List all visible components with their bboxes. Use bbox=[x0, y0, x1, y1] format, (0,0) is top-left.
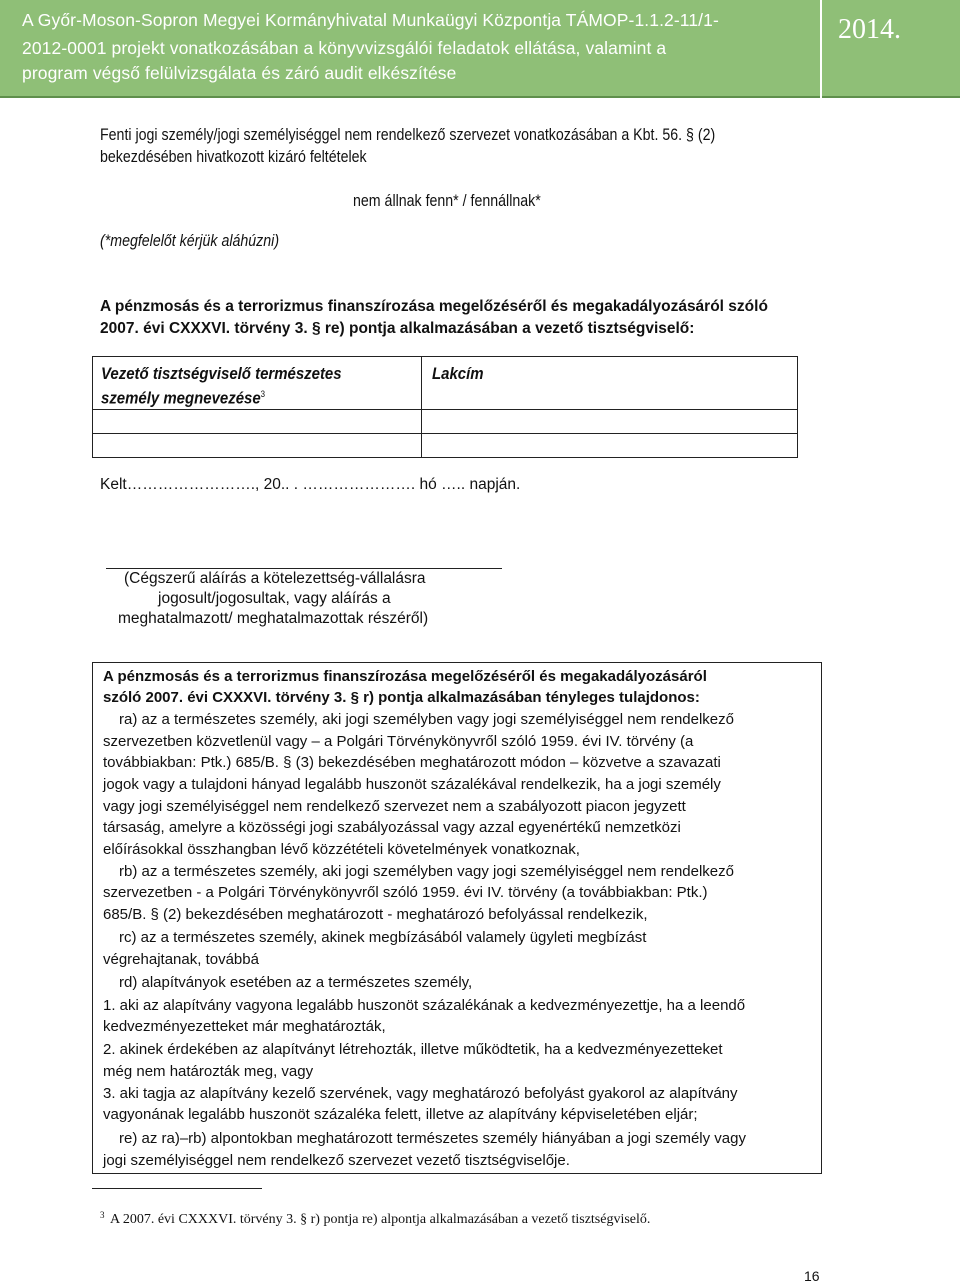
box-line: 685/B. § (2) bekezdésében meghatározott - meghatározó befolyással rendelkezik, bbox=[103, 906, 648, 923]
box-line: kedvezményezetteket már meghatározták, bbox=[103, 1018, 386, 1035]
header-title-band bbox=[0, 0, 820, 98]
box-line: még nem határozták meg, vagy bbox=[103, 1063, 314, 1080]
box-line: jogok vagy a tulajdoni hányad legalább huszonöt százalékával rendelkezik, ha a jogi személy bbox=[103, 776, 721, 793]
box-line: rc) az a természetes személy, akinek megbízásából valamely ügyleti megbízást bbox=[119, 929, 647, 946]
box-line: A pénzmosás és a terrorizmus finanszírozása megelőzéséről és megakadályozásáról bbox=[103, 668, 707, 685]
leader-name-header bbox=[93, 357, 422, 410]
box-line: rb) az a természetes személy, aki jogi személyben vagy jogi személyiséggel nem rendelkező bbox=[119, 863, 734, 880]
header-year-band bbox=[822, 0, 960, 98]
box-line: továbbiakban: Ptk.) 685/B. § (3) bekezdésében meghatározott módon – közvetve a szavazati bbox=[103, 754, 721, 771]
box-line: 1. aki az alapítvány vagyona legalább huszonöt százalékának a kedvezményezettje, ha a leendő bbox=[103, 997, 746, 1014]
signature-caption-1: (Cégszerű aláírás a kötelezettség-vállalásra bbox=[124, 570, 426, 587]
box-line: 2. akinek érdekében az alapítványt létrehozták, illetve működtetik, ha a kedvezményezetteket bbox=[103, 1041, 723, 1058]
page-header bbox=[0, 0, 960, 100]
box-line: szóló 2007. évi CXXXVI. törvény 3. § r) pontja alkalmazásában tényleges tulajdonos: bbox=[103, 689, 700, 706]
header-title-line-3: program végső felülvizsgálata és záró audit elkészítése bbox=[22, 63, 457, 83]
leader-name-cell[interactable] bbox=[93, 409, 422, 433]
box-line: jogi személyiséggel nem rendelkező szervezet vezető tisztségviselője. bbox=[103, 1152, 570, 1169]
leader-name-cell[interactable] bbox=[93, 433, 422, 457]
beneficial-owner-box bbox=[92, 662, 822, 1174]
box-line: rd) alapítványok esetében az a természetes személy, bbox=[119, 974, 473, 991]
leader-name-header-line-2: személy megnevezése bbox=[101, 388, 261, 408]
box-line: 3. aki tagja az alapítvány kezelő szervének, vagy meghatározó befolyást gyakorol az alapítvány bbox=[103, 1085, 738, 1102]
footnote-text: A 2007. évi CXXXVI. törvény 3. § r) pontja re) alpontja alkalmazásában a vezető tisztségviselő. bbox=[110, 1212, 651, 1227]
signature-line bbox=[106, 568, 502, 569]
underline-note: (*megfelelőt kérjük aláhúzni) bbox=[100, 232, 280, 250]
box-line: társaság, amelyre a közösségi jogi szabályozással vagy azzal egyenértékű nemzetközi bbox=[103, 819, 681, 836]
leader-table bbox=[92, 356, 798, 458]
footnote-ref: 3 bbox=[260, 389, 266, 399]
section1-line-1: A pénzmosás és a terrorizmus finanszírozása megelőzéséről és megakadályozásáról szóló bbox=[100, 298, 768, 315]
box-line: vagyonának legalább huszonöt százaléka felett, illetve az alapítvány képviseletében eljár; bbox=[103, 1106, 698, 1123]
box-line: szervezetben közvetlenül vagy – a Polgári Törvénykönyvről szóló 1959. évi IV. törvény (a bbox=[103, 733, 694, 750]
signature-caption-3: meghatalmazott/ meghatalmazottak részéről) bbox=[118, 610, 429, 627]
footnote-mark: 3 bbox=[100, 1210, 105, 1220]
box-line: végrehajtanak, továbbá bbox=[103, 951, 259, 968]
section1-line-2: 2007. évi CXXXVI. törvény 3. § re) pontja alkalmazásában a vezető tisztségviselő: bbox=[100, 320, 695, 337]
date-line: Kelt……………………., 20.. . …………………. hó ….. napján. bbox=[100, 476, 521, 493]
address-header-label: Lakcím bbox=[432, 364, 484, 383]
box-line: szervezetben - a Polgári Törvénykönyvről szóló 1959. évi IV. törvény (a továbbiakban: Ptk.) bbox=[103, 884, 708, 901]
header-year: 2014. bbox=[838, 14, 901, 45]
page-number: 16 bbox=[804, 1268, 820, 1284]
address-header bbox=[422, 357, 798, 410]
footnote-separator bbox=[92, 1188, 262, 1189]
header-title-line-1: A Győr-Moson-Sopron Megyei Kormányhivatal Munkaügyi Központja TÁMOP-1.1.2-11/1- bbox=[22, 10, 719, 30]
address-cell[interactable] bbox=[422, 433, 798, 457]
leader-name-header-line-1: Vezető tisztségviselő természetes bbox=[101, 364, 342, 383]
box-line: előírásokkal összhangban lévő közzétételi követelmények vonatkoznak, bbox=[103, 841, 580, 858]
box-line: vagy jogi személyiséggel nem rendelkező szervezet nem a szabályozott piacon jegyzett bbox=[103, 798, 686, 815]
intro-line-1: Fenti jogi személy/jogi személyiséggel nem rendelkező szervezet vonatkozásában a Kbt. 56. § (2) bbox=[100, 126, 716, 144]
address-cell[interactable] bbox=[422, 409, 798, 433]
signature-caption-2: jogosult/jogosultak, vagy aláírás a bbox=[158, 590, 391, 607]
intro-line-2: bekezdésében hivatkozott kizáró feltételek bbox=[100, 148, 367, 166]
box-line: ra) az a természetes személy, aki jogi személyben vagy jogi személyiséggel nem rendelkező bbox=[119, 711, 734, 728]
header-title-line-2: 2012-0001 projekt vonatkozásában a könyvvizsgálói feladatok ellátása, valamint a bbox=[22, 38, 667, 58]
exclusion-options: nem állnak fenn* / fennállnak* bbox=[353, 192, 541, 210]
box-line: re) az ra)–rb) alpontokban meghatározott természetes személy hiányában a jogi személy vagy bbox=[119, 1130, 746, 1147]
